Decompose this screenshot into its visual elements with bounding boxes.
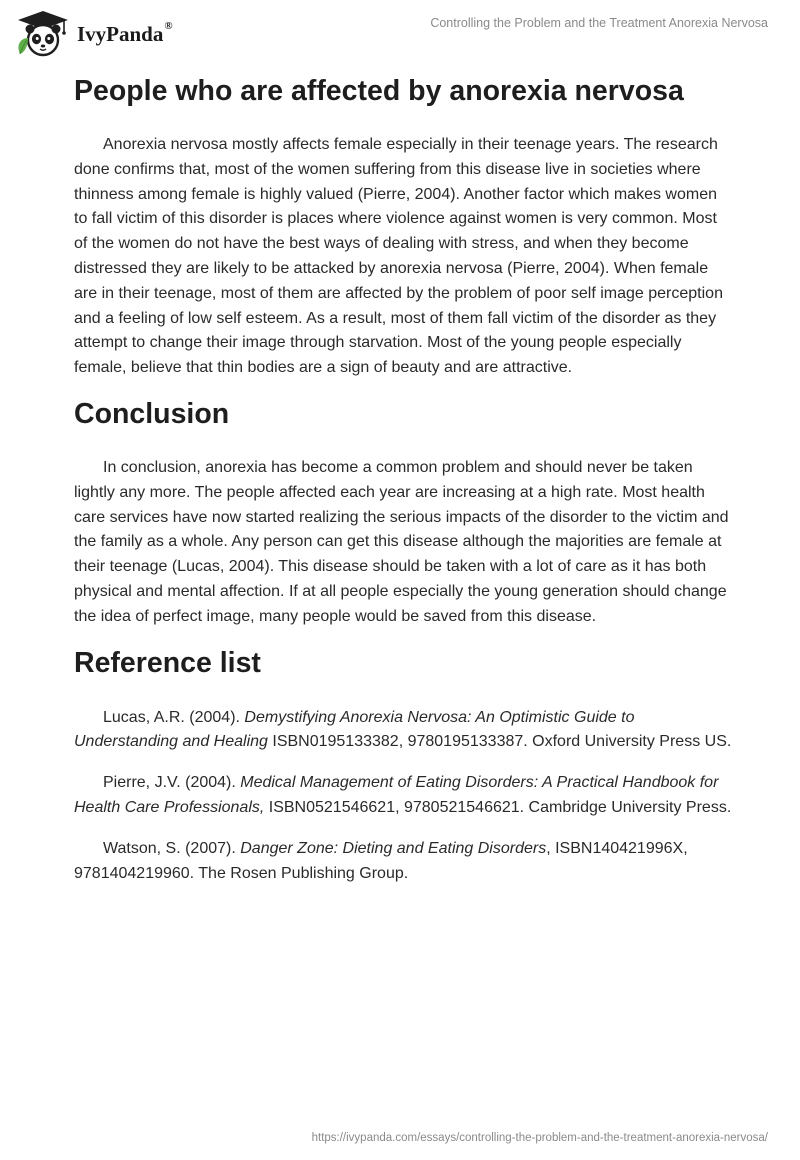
source-url[interactable]: https://ivypanda.com/essays/controlling-the-problem-and-the-treatment-anorexia-nervosa/: [311, 1132, 768, 1144]
section-heading-references: Reference list: [74, 646, 261, 679]
section-body-conclusion: In conclusion, anorexia has become a common problem and should never be taken lightly any more. The people affected each year are increasing at a high rate. Most health care services have now started realizing the serious impacts of the disorder to the victim and the family as a whole. Any person can get this disease although the majorities are female at their teenage (Lucas, 2004). This disease should be taken with a lot of care as it has both physical and mental affection. If at all people especially the young generation should change the idea of perfect image, many people would be saved from this disease.: [74, 458, 729, 625]
panda-graduate-icon: [14, 8, 72, 58]
page-header: [0, 0, 800, 70]
essay-content: [74, 73, 734, 886]
section-heading-conclusion: Conclusion: [74, 397, 230, 430]
ivypanda-logo[interactable]: [14, 8, 194, 58]
section-body-affected: Anorexia nervosa mostly affects female especially in their teenage years. The research done confirms that, most of the women suffering from this disease live in societies where thinness among female is highly valued (Pierre, 2004). Another factor which makes women to fall victim of this disorder is places where violence against women is very common. Most of the women do not have the best ways of dealing with stress, and when they become distressed they are likely to be attacked by anorexia nervosa (Pierre, 2004). When female are in their teenage, most of them are affected by the problem of poor self image perception and a feeling of low self esteem. As a result, most of them fall victim of the disorder as they attempt to change their image through starvation. Most of the young people especially female, believe that thin bodies are a sign of beauty and are attractive.: [74, 136, 723, 377]
logo-wordmark: IvyPanda®: [77, 20, 173, 46]
reference-item: Lucas, A.R. (2004). Demystifying Anorexia Nervosa: An Optimistic Guide to Understanding and Healing ISBN0195133382, 9780195133387. Oxford University Press US.: [74, 708, 732, 751]
document-title: Controlling the Problem and the Treatment Anorexia Nervosa: [430, 16, 768, 30]
section-heading-affected: People who are affected by anorexia nervosa: [74, 75, 684, 107]
reference-item: Pierre, J.V. (2004). Medical Management of Eating Disorders: A Practical Handbook for Health Care Professionals, ISBN0521546621, 9780521546621. Cambridge University Press.: [74, 774, 732, 816]
reference-item: Watson, S. (2007). Danger Zone: Dieting and Eating Disorders, ISBN140421996X, 9781404219960. The Rosen Publishing Group.: [74, 839, 688, 882]
